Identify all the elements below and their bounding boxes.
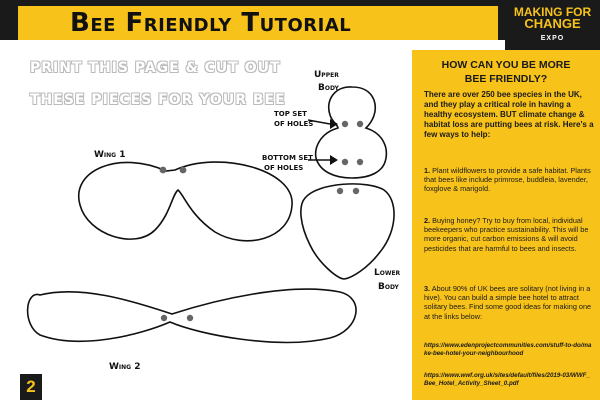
- page-title: Bee Friendly Tutorial: [70, 8, 352, 38]
- tip-3-number: 3.: [424, 284, 431, 293]
- wing-2-label: Wing 2: [109, 362, 141, 372]
- panel-title-line-2: BEE FRIENDLY?: [464, 73, 548, 85]
- lower-body-hole-left: [337, 188, 343, 194]
- instruction-line-2: THESE PIECES FOR YOUR BEE: [30, 92, 286, 108]
- bottom-holes-label-line-1: BOTTOM SET: [262, 154, 313, 162]
- wing-2-hole-right: [187, 315, 193, 321]
- panel-title: [420, 58, 592, 86]
- page-number-badge: [20, 374, 42, 400]
- wwf-link[interactable]: https://www.wwf.org.uk/sites/default/files/2019-03/WWF_Bee_Hotel_Activity_Sheet_0.pdf: [424, 372, 590, 387]
- lower-body-shape: [301, 184, 394, 279]
- page-number: 2: [26, 377, 36, 396]
- tip-1-text: Plant wildflowers to provide a safe habitat. Plants that bees like include primrose, buddleia, lavender, foxglove & marigold.: [424, 166, 591, 194]
- info-panel: [412, 50, 600, 400]
- tip-1: [424, 166, 594, 194]
- wing-1-label: Wing 1: [94, 150, 126, 160]
- tip-2-text: Buying honey? Try to buy from local, individual beekeepers who practice sustainability. This will be more organic, cut carbon emissions & will avoid pesticides that are harmful to bees and insects.: [424, 216, 589, 253]
- upper-body-shape: [316, 87, 387, 178]
- instruction-line-1: PRINT THIS PAGE & CUT OUT: [30, 60, 281, 76]
- panel-title-line-1: HOW CAN YOU BE MORE: [441, 59, 571, 71]
- wing-1-hole-left: [160, 167, 167, 174]
- upper-body-label-line-1: Upper: [314, 70, 339, 80]
- logo-line-3: EXPO: [540, 35, 565, 42]
- lower-body-label-line-2: Body: [378, 282, 399, 292]
- wing-1-shape: [79, 162, 292, 241]
- upper-body-top-hole-right: [357, 121, 363, 127]
- top-holes-label-line-1: TOP SET: [274, 110, 307, 118]
- tip-2-number: 2.: [424, 216, 431, 225]
- logo-line-1: MAKING FOR: [513, 5, 592, 19]
- upper-body-bottom-hole-right: [357, 159, 363, 165]
- tip-2: [424, 216, 594, 253]
- panel-intro: There are over 250 bee species in the UK, and they play a critical role in having a healthy ecosystem. BUT climate change & habitat loss are putting bees at risk. Here's a few ways to help:: [424, 90, 594, 139]
- tip-3-text: About 90% of UK bees are solitary (not living in a hive). You can build a simple bee hotel to attract solitary bees. Find some good ideas for making one at the links below:: [424, 284, 592, 321]
- upper-body-bottom-hole-left: [342, 159, 348, 165]
- wing-1-hole-right: [180, 167, 187, 174]
- upper-body-top-hole-left: [342, 121, 348, 127]
- upper-body-label-line-2: Body: [318, 83, 339, 93]
- eden-project-link[interactable]: https://www.edenprojectcommunities.com/stuff-to-do/make-bee-hotel-your-neighbourhood: [424, 342, 592, 357]
- top-holes-label-line-2: OF HOLES: [274, 120, 314, 128]
- tip-1-number: 1.: [424, 166, 431, 175]
- lower-body-hole-right: [353, 188, 359, 194]
- logo-line-2: CHANGE: [524, 16, 581, 31]
- bottom-holes-label-line-2: OF HOLES: [264, 164, 304, 172]
- tip-3: [424, 284, 594, 321]
- lower-body-label-line-1: Lower: [374, 268, 401, 278]
- wing-2-hole-left: [161, 315, 167, 321]
